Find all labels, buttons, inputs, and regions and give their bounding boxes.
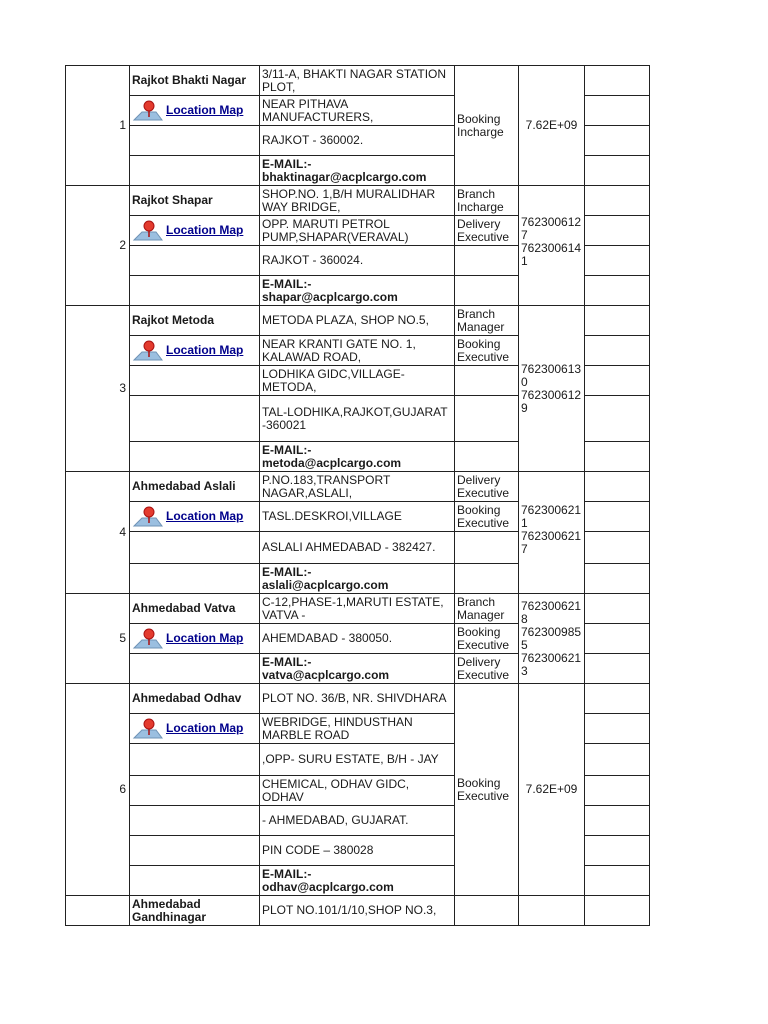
address-line: METODA PLAZA, SHOP NO.5, [260,306,455,336]
empty-cell [455,564,519,594]
location-map-link[interactable] [130,336,260,366]
map-pin-icon [132,718,164,740]
empty-cell [585,896,650,926]
location-map-label[interactable]: Location Map [166,509,244,523]
map-pin-icon [132,340,164,362]
empty-cell [585,396,650,442]
empty-cell [130,866,260,896]
branch-name: Rajkot Shapar [130,186,260,216]
empty-cell [585,836,650,866]
branch-number: 6 [66,684,130,896]
location-map-label[interactable]: Location Map [166,343,244,357]
empty-cell [585,776,650,806]
map-pin-icon [132,506,164,528]
map-pin-icon [132,628,164,650]
role-cell [455,684,519,896]
email-label: E-MAIL:- [262,564,312,579]
role-cell: Booking Executive [455,624,519,654]
phone-text: 7623006213 [521,650,582,678]
empty-cell [130,156,260,186]
empty-cell [585,594,650,624]
email-label: E-MAIL:- [262,654,312,669]
role-cell: Booking Executive [455,502,519,532]
address-line: RAJKOT - 360024. [260,246,455,276]
email-cell [260,156,455,186]
empty-cell [130,276,260,306]
address-line: PIN CODE – 380028 [260,836,455,866]
role-text: Booking Incharge [457,111,504,139]
phone-cell [519,66,585,186]
phone-text: 7623006141 [521,241,582,268]
location-map-link[interactable] [130,624,260,654]
branch-number: 2 [66,186,130,306]
empty-cell [455,442,519,472]
empty-cell [585,502,650,532]
email-cell [260,564,455,594]
location-map-label[interactable]: Location Map [166,223,244,237]
address-line: C-12,PHASE-1,MARUTI ESTATE, VATVA - [260,594,455,624]
phone-text: 7623006218 [521,598,582,626]
phone-cell [519,684,585,896]
empty-cell [585,126,650,156]
email-label: E-MAIL:- [262,276,312,291]
address-line: RAJKOT - 360002. [260,126,455,156]
role-cell: Branch Incharge [455,186,519,216]
address-line: CHEMICAL, ODHAV GIDC, ODHAV [260,776,455,806]
address-line: PLOT NO. 36/B, NR. SHIVDHARA [260,684,455,714]
address-line: NEAR PITHAVA MANUFACTURERS, [260,96,455,126]
branch-number: 3 [66,306,130,472]
address-line: ASLALI AHMEDABAD - 382427. [260,532,455,564]
empty-cell [130,442,260,472]
empty-cell [130,366,260,396]
address-line: WEBRIDGE, HINDUSTHAN MARBLE ROAD [260,714,455,744]
email-address: bhaktinagar@acplcargo.com [262,169,427,184]
email-label: E-MAIL:- [262,866,312,881]
branch-number: 1 [66,66,130,186]
branch-name: Ahmedabad Gandhinagar [130,896,260,926]
empty-cell [455,896,519,926]
location-map-link[interactable] [130,216,260,246]
role-cell: Branch Manager [455,306,519,336]
empty-cell [130,532,260,564]
empty-cell [455,246,519,276]
email-address: shapar@acplcargo.com [262,289,398,304]
location-map-link[interactable] [130,714,260,744]
role-cell: Booking Executive [455,336,519,366]
phone-cell [519,472,585,594]
empty-cell [455,532,519,564]
empty-cell [455,276,519,306]
role-cell: Delivery Executive [455,472,519,502]
address-line: TASL.DESKROI,VILLAGE [260,502,455,532]
address-line: OPP. MARUTI PETROL PUMP,SHAPAR(VERAVAL) [260,216,455,246]
email-address: aslali@acplcargo.com [262,577,389,592]
address-line: ,OPP- SURU ESTATE, B/H - JAY [260,744,455,776]
address-line: PLOT NO.101/1/10,SHOP NO.3, [260,896,455,926]
phone-text: 7623006211 [521,503,582,530]
table-row [66,896,650,926]
email-cell [260,654,455,684]
role-text: Booking Executive [457,775,510,803]
phone-text: 7623006127 [521,215,582,242]
phone-text: 7.62E+09 [525,118,578,132]
role-cell: Delivery Executive [455,654,519,684]
branch-name: Ahmedabad Odhav [130,684,260,714]
empty-cell [585,306,650,336]
email-cell [260,442,455,472]
branch-name: Rajkot Bhakti Nagar [130,66,260,96]
address-line: LODHIKA GIDC,VILLAGE-METODA, [260,366,455,396]
empty-cell [130,836,260,866]
empty-cell [585,276,650,306]
email-label: E-MAIL:- [262,442,312,457]
phone-text: 7623009855 [521,624,582,652]
address-line: TAL-LODHIKA,RAJKOT,GUJARAT -360021 [260,396,455,442]
address-line: P.NO.183,TRANSPORT NAGAR,ASLALI, [260,472,455,502]
branch-table [65,65,650,926]
empty-cell [585,744,650,776]
empty-cell [130,654,260,684]
empty-cell [519,896,585,926]
empty-cell [585,186,650,216]
empty-cell [585,472,650,502]
empty-cell [130,744,260,776]
address-line: - AHMEDABAD, GUJARAT. [260,806,455,836]
branch-number: 4 [66,472,130,594]
empty-cell [585,96,650,126]
empty-cell [585,654,650,684]
email-address: odhav@acplcargo.com [262,879,394,894]
table-row [66,306,650,336]
location-map-link[interactable] [130,96,260,126]
empty-cell [585,366,650,396]
location-map-label[interactable]: Location Map [166,721,244,735]
address-line: NEAR KRANTI GATE NO. 1, KALAWAD ROAD, [260,336,455,366]
branch-number: 5 [66,594,130,684]
empty-cell [585,806,650,836]
empty-cell [585,216,650,246]
phone-text: 7.62E+09 [525,782,578,796]
phone-text: 7623006217 [521,529,582,556]
phone-text: 7623006129 [521,387,582,415]
table-row [66,684,650,714]
empty-cell [585,442,650,472]
location-map-label[interactable]: Location Map [166,103,244,117]
table-row [66,66,650,96]
empty-cell [585,624,650,654]
empty-cell [455,396,519,442]
empty-cell [585,66,650,96]
phone-text: 7623006130 [521,361,582,389]
branch-name: Ahmedabad Aslali [130,472,260,502]
phone-cell [519,186,585,306]
email-cell [260,276,455,306]
address-line: 3/11-A, BHAKTI NAGAR STATION PLOT, [260,66,455,96]
empty-cell [130,396,260,442]
phone-cell [519,594,585,684]
empty-cell [585,246,650,276]
empty-cell [130,806,260,836]
role-cell: Delivery Executive [455,216,519,246]
role-cell [455,66,519,186]
email-address: metoda@acplcargo.com [262,455,402,470]
branch-number [66,896,130,926]
empty-cell [130,126,260,156]
map-pin-icon [132,220,164,242]
empty-cell [585,156,650,186]
address-line: AHEMDABAD - 380050. [260,624,455,654]
empty-cell [455,366,519,396]
email-cell [260,866,455,896]
branch-name: Ahmedabad Vatva [130,594,260,624]
role-cell: Branch Manager [455,594,519,624]
address-line: SHOP.NO. 1,B/H MURALIDHAR WAY BRIDGE, [260,186,455,216]
location-map-link[interactable] [130,502,260,532]
empty-cell [585,714,650,744]
empty-cell [585,336,650,366]
empty-cell [585,532,650,564]
table-row [66,186,650,216]
empty-cell [585,684,650,714]
empty-cell [585,564,650,594]
empty-cell [130,564,260,594]
location-map-label[interactable]: Location Map [166,631,244,645]
map-pin-icon [132,100,164,122]
email-label: E-MAIL:- [262,156,312,171]
empty-cell [130,246,260,276]
email-address: vatva@acplcargo.com [262,667,390,682]
empty-cell [585,866,650,896]
empty-cell [130,776,260,806]
branch-name: Rajkot Metoda [130,306,260,336]
table-row [66,472,650,502]
table-row [66,594,650,624]
phone-cell [519,306,585,472]
